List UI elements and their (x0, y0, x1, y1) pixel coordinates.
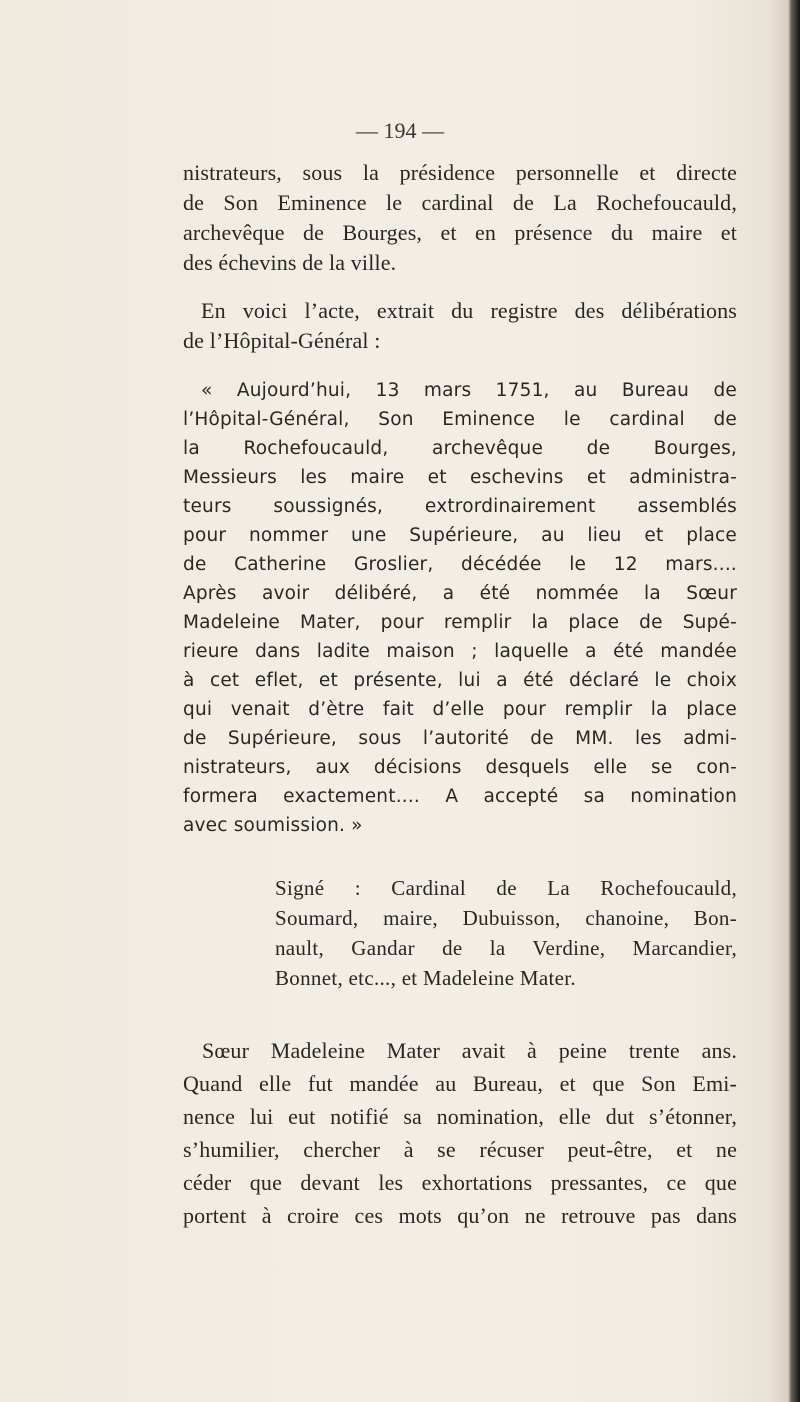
quote-line: de Supérieure, sous l’autorité de MM. les admi- (183, 728, 737, 749)
text-line: nence lui eut notifié sa nomination, elle dut s’étonner, (183, 1104, 737, 1129)
quote-line: Messieurs les maire et eschevins et administra- (183, 467, 737, 488)
quote-line: à cet eflet, et présente, lui a été déclaré le choix (183, 670, 737, 691)
text-line: En voici l’acte, extrait du registre des délibérations (201, 298, 737, 323)
quote-line: qui venait d’ètre fait d’elle pour remplir la place (183, 699, 737, 720)
quote-line: nistrateurs, aux décisions desquels elle se con- (183, 757, 737, 778)
quote-line: teurs soussignés, extrordinairement assemblés (183, 496, 737, 517)
text-line: Sœur Madeleine Mater avait à peine trente ans. (202, 1038, 737, 1063)
text-line: des échevins de la ville. (183, 250, 397, 275)
text-line: de Son Eminence le cardinal de La Rochefoucauld, (183, 190, 737, 215)
quote-line: avec soumission. » (183, 815, 363, 836)
text-line: nistrateurs, sous la présidence personnelle et directe (183, 160, 737, 185)
quote-line: Madeleine Mater, pour remplir la place de Supé- (183, 612, 737, 633)
quote-line: de Catherine Groslier, décédée le 12 mars.... (183, 554, 737, 575)
quote-line: l’Hôpital-Général, Son Eminence le cardinal de (183, 409, 737, 430)
signature-line: Soumard, maire, Dubuisson, chanoine, Bon- (275, 906, 737, 930)
text-line: s’humilier, chercher à se récuser peut-être, et ne (183, 1137, 737, 1162)
signature-line: Bonnet, etc..., et Madeleine Mater. (275, 966, 576, 990)
quote-line: rieure dans ladite maison ; laquelle a été mandée (183, 641, 737, 662)
page-number: — 194 — (356, 118, 444, 143)
text-line: céder que devant les exhortations pressantes, ce que (183, 1170, 737, 1195)
book-spine-edge (791, 0, 800, 1402)
quote-line: formera exactement.... A accepté sa nomination (183, 786, 737, 807)
quote-line: la Rochefoucauld, archevêque de Bourges, (183, 438, 737, 459)
text-line: portent à croire ces mots qu’on ne retrouve pas dans (183, 1203, 737, 1228)
text-line: archevêque de Bourges, et en présence du maire et (183, 220, 737, 245)
text-line: de l’Hôpital-Général : (183, 328, 381, 353)
text-line: Quand elle fut mandée au Bureau, et que Son Emi- (183, 1071, 737, 1096)
signature-line: Signé : Cardinal de La Rochefoucauld, (275, 876, 737, 900)
quote-line: « Aujourd’hui, 13 mars 1751, au Bureau de (201, 380, 737, 401)
signature-line: nault, Gandar de la Verdine, Marcandier, (275, 936, 737, 960)
quote-line: Après avoir délibéré, a été nommée la Sœur (183, 583, 737, 604)
quote-line: pour nommer une Supérieure, au lieu et place (183, 525, 737, 546)
